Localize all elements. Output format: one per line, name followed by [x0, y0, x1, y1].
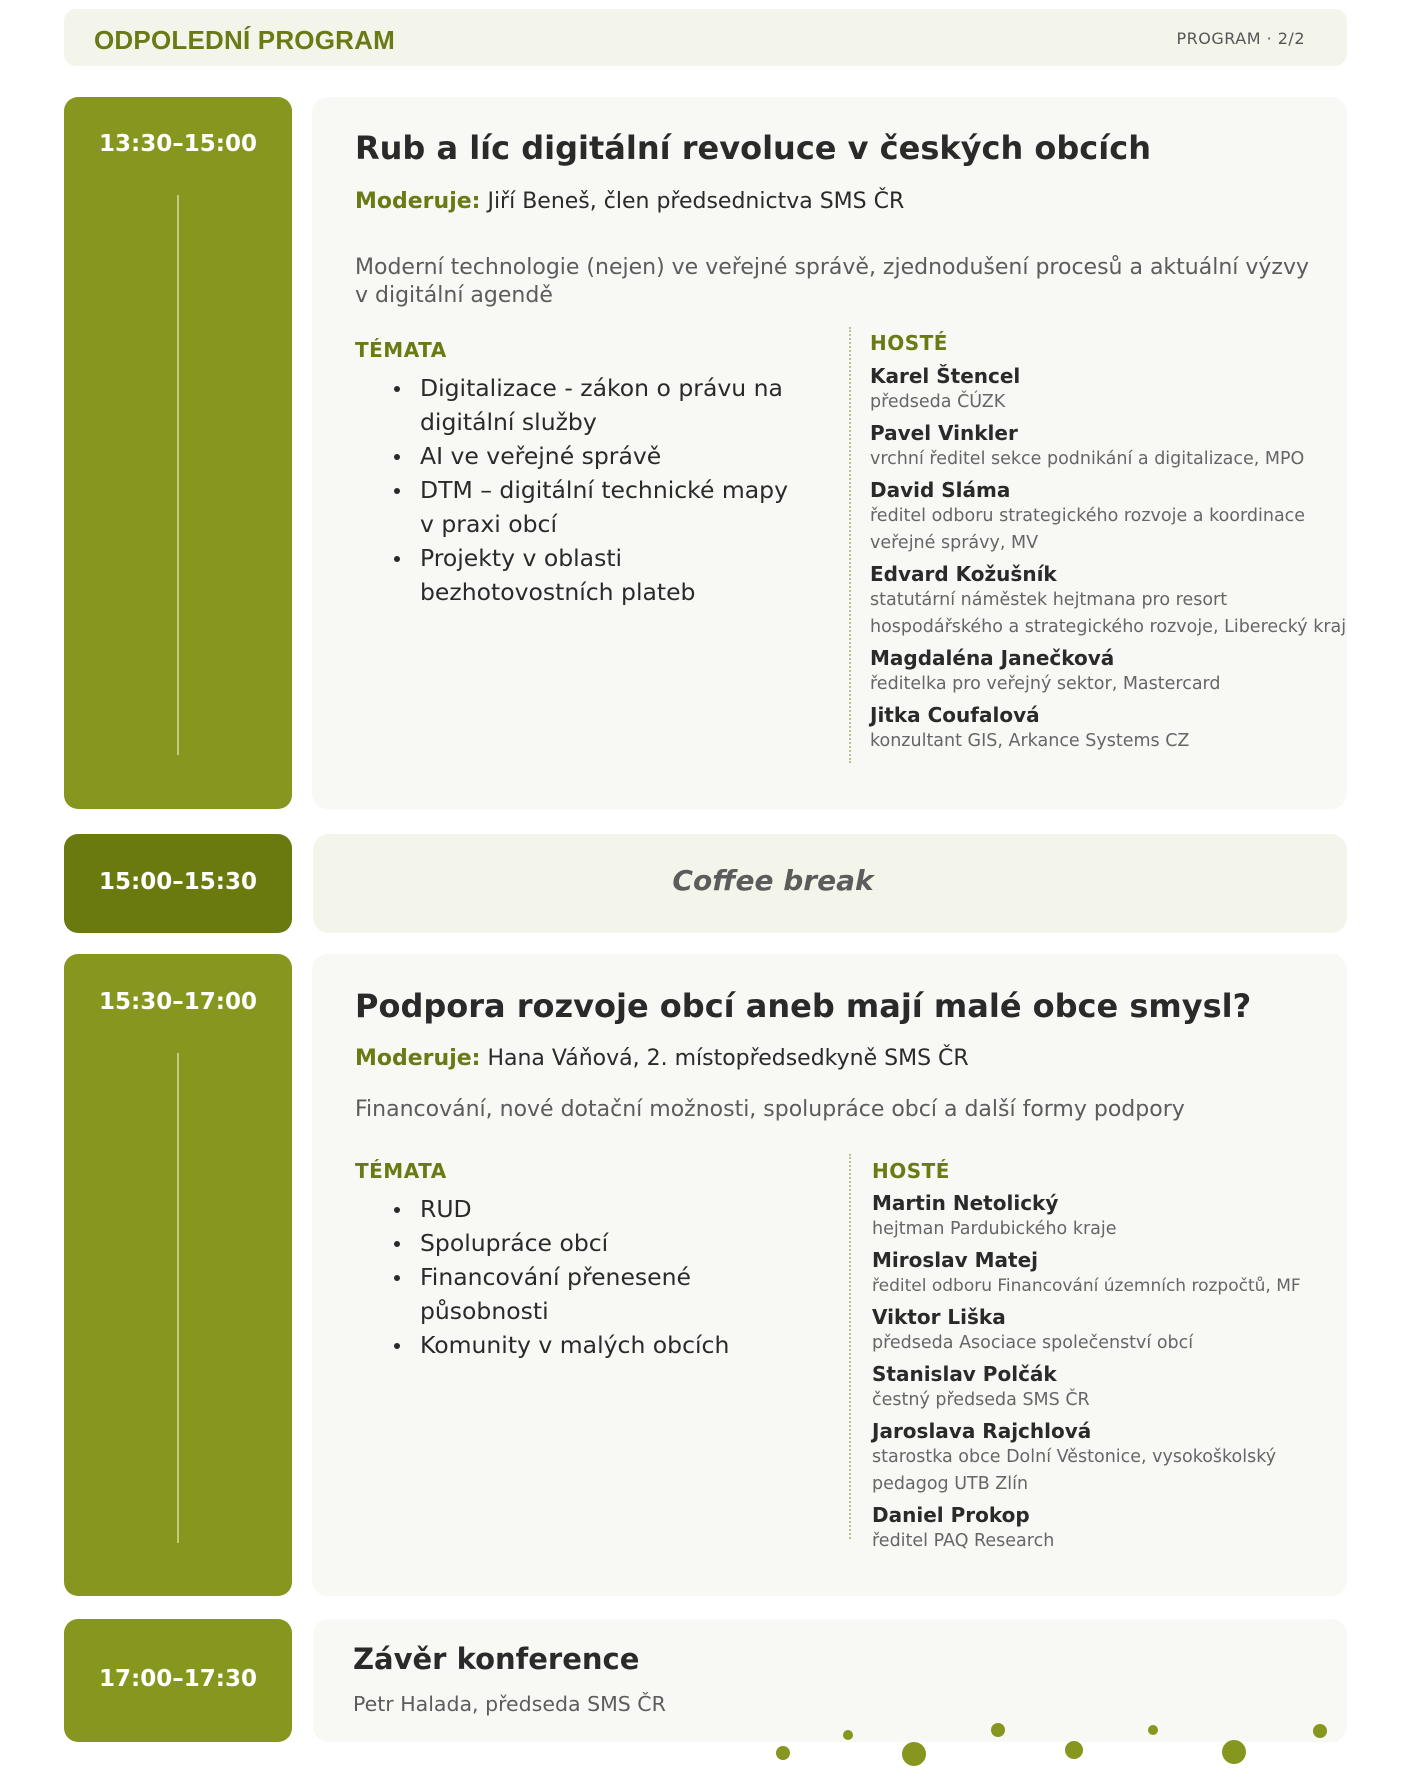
session-1-time: 13:30–15:00 [99, 131, 257, 157]
coffee-break-card [313, 834, 1347, 933]
moderator-label: Moderuje: [355, 189, 481, 214]
guest-name: Viktor Liška [872, 1305, 1006, 1329]
list-item: Financování přenesené působnosti [390, 1260, 790, 1328]
guest-name: Jaroslava Rajchlová [872, 1419, 1092, 1443]
moderator-name: Jiří Beneš, člen předsednictva SMS ČR [487, 189, 905, 214]
guest-role: předseda Asociace společenství obcí [872, 1333, 1194, 1353]
coffee-break-time: 15:00–15:30 [99, 869, 257, 895]
guest-role: starostka obce Dolní Věstonice, vysokoškolský pedagog UTB Zlín [872, 1447, 1277, 1494]
list-item: DTM – digitální technické mapy v praxi obcí [390, 473, 790, 541]
list-item: Digitalizace - zákon o právu na digitální služby [390, 371, 790, 439]
guest-item [870, 561, 1350, 641]
moderator-label: Moderuje: [355, 1046, 481, 1071]
guest-name: David Sláma [870, 478, 1011, 502]
session-1-card [312, 97, 1347, 809]
guest-name: Pavel Vinkler [870, 421, 1018, 445]
page-title: ODPOLEDNÍ PROGRAM [94, 25, 395, 55]
session-2-moderator [355, 1046, 969, 1071]
decorative-dot [1222, 1740, 1246, 1764]
guest-role: ředitelka pro veřejný sektor, Mastercard [870, 674, 1221, 694]
guest-name: Miroslav Matej [872, 1248, 1038, 1272]
session-2-topics-list [390, 1192, 790, 1362]
guest-item [870, 702, 1350, 755]
guest-role: ředitel PAQ Research [872, 1531, 1055, 1551]
session-1-guests-list [870, 363, 1350, 759]
closing-time-block [64, 1619, 292, 1742]
timeline-line [177, 195, 179, 755]
guest-item [872, 1361, 1347, 1414]
decorative-dot [843, 1730, 853, 1740]
decorative-dot [991, 1723, 1005, 1737]
column-divider [849, 327, 851, 763]
guest-role: ředitel odboru Financování územních rozpočtů, MF [872, 1276, 1301, 1296]
guest-role: ředitel odboru strategického rozvoje a koordinace veřejné správy, MV [870, 506, 1306, 553]
column-divider [849, 1154, 851, 1539]
list-item: Komunity v malých obcích [390, 1328, 790, 1362]
session-2-card [312, 954, 1347, 1596]
session-1-description: Moderní technologie (nejen) ve veřejné správě, zjednodušení procesů a aktuální výzvy v digitální agendě [355, 255, 1310, 308]
guest-item [870, 363, 1350, 416]
guest-role: konzultant GIS, Arkance Systems CZ [870, 731, 1190, 751]
session-2-guests-list [872, 1190, 1347, 1559]
session-1-topics-label: TÉMATA [355, 338, 447, 362]
moderator-name: Hana Váňová, 2. místopředsedkyně SMS ČR [487, 1046, 969, 1071]
timeline-line [177, 1053, 179, 1543]
guest-role: předseda ČÚZK [870, 392, 1006, 412]
guest-role: čestný předseda SMS ČR [872, 1390, 1090, 1410]
decorative-dot [1313, 1724, 1327, 1738]
session-1-title: Rub a líc digitální revoluce v českých obcích [355, 129, 1151, 167]
session-2-topics-label: TÉMATA [355, 1159, 447, 1183]
session-2-time: 15:30–17:00 [99, 989, 257, 1015]
guest-name: Magdaléna Janečková [870, 646, 1115, 670]
closing-time: 17:00–17:30 [99, 1666, 257, 1692]
session-1-moderator [355, 189, 904, 214]
guest-item [870, 645, 1350, 698]
coffee-break-label: Coffee break [672, 864, 874, 897]
decorative-dot [1065, 1741, 1083, 1759]
guest-name: Daniel Prokop [872, 1503, 1030, 1527]
guest-name: Karel Štencel [870, 364, 1021, 388]
list-item: Spolupráce obcí [390, 1226, 790, 1260]
decorative-dot [776, 1746, 790, 1760]
guest-name: Stanislav Polčák [872, 1362, 1057, 1386]
guest-name: Edvard Kožušník [870, 562, 1057, 586]
closing-speaker: Petr Halada, předseda SMS ČR [353, 1692, 666, 1716]
decorative-dot [1148, 1725, 1158, 1735]
session-1-time-block [64, 97, 292, 809]
list-item: Projekty v oblasti bezhotovostních plateb [390, 541, 790, 609]
list-item: AI ve veřejné správě [390, 439, 790, 473]
guest-role: hejtman Pardubického kraje [872, 1219, 1117, 1239]
guest-item [872, 1418, 1347, 1498]
guest-item [872, 1304, 1347, 1357]
session-2-title: Podpora rozvoje obcí aneb mají malé obce smysl? [355, 987, 1252, 1025]
list-item: RUD [390, 1192, 790, 1226]
guest-item [872, 1502, 1347, 1555]
coffee-break-time-block [64, 834, 292, 933]
guest-item [872, 1190, 1347, 1243]
guest-item [872, 1247, 1347, 1300]
session-2-description: Financování, nové dotační možnosti, spolupráce obcí a další formy podpory [355, 1097, 1185, 1122]
guest-role: statutární náměstek hejtmana pro resort hospodářského a strategického rozvoje, Liberecký kraj [870, 590, 1347, 637]
decorative-dot [902, 1742, 926, 1766]
guest-role: vrchní ředitel sekce podnikání a digitalizace, MPO [870, 449, 1305, 469]
session-1-topics-list [390, 371, 790, 609]
guest-name: Martin Netolický [872, 1191, 1059, 1215]
guest-item [870, 477, 1350, 557]
page-indicator: PROGRAM · 2/2 [1176, 29, 1305, 48]
page-header [64, 9, 1347, 66]
guest-item [870, 420, 1350, 473]
closing-card [313, 1619, 1347, 1742]
session-2-guests-label: HOSTÉ [872, 1159, 950, 1183]
guest-name: Jitka Coufalová [870, 703, 1040, 727]
session-2-time-block [64, 954, 292, 1596]
closing-title: Závěr konference [353, 1642, 640, 1676]
session-1-guests-label: HOSTÉ [870, 331, 948, 355]
